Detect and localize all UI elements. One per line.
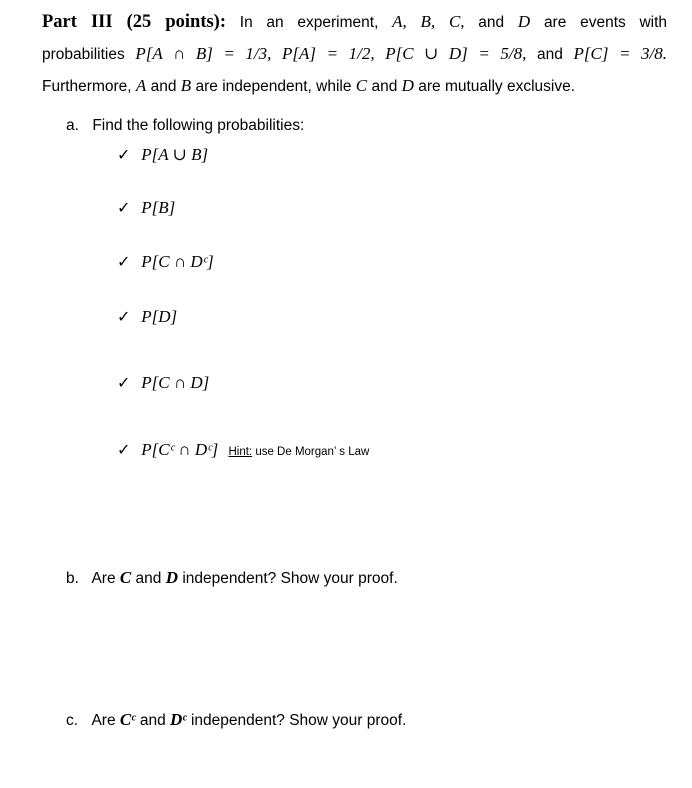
item-expression: P[D] xyxy=(141,307,178,326)
list-item xyxy=(117,307,177,327)
exclusive-text: are mutually exclusive. xyxy=(418,78,576,95)
check-icon: ✓ xyxy=(117,440,131,459)
intro-text: In an experiment, xyxy=(239,14,379,31)
check-icon: ✓ xyxy=(117,307,131,326)
item-expression: P[A ∪ B] xyxy=(141,145,209,164)
event-a: A, xyxy=(392,12,407,31)
event-c: C, xyxy=(448,12,465,31)
event-d: D xyxy=(517,12,531,31)
item-expression: P[C ∩ D] xyxy=(141,373,210,392)
part-b-post: independent? Show your proof. xyxy=(182,570,398,587)
intro-line-3 xyxy=(42,70,667,102)
check-icon: ✓ xyxy=(117,145,131,164)
prob-a: P[A] = 1/2, xyxy=(282,44,375,63)
hint-text: use De Morgan’ s Law xyxy=(255,446,370,458)
and-word: and xyxy=(478,14,505,31)
and-4: and xyxy=(371,78,398,95)
and-word-2: and xyxy=(536,46,563,63)
item-expression: P[Cᶜ ∩ Dᶜ] xyxy=(141,440,219,459)
part-c-question xyxy=(66,710,406,730)
part-c-var-d: Dᶜ xyxy=(170,710,187,729)
var-a: A xyxy=(135,76,147,95)
part-b-and: and xyxy=(135,570,162,587)
var-c: C xyxy=(355,76,368,95)
check-icon: ✓ xyxy=(117,373,131,392)
hint-label: Hint: xyxy=(228,446,253,458)
var-b: B xyxy=(180,76,192,95)
check-icon: ✓ xyxy=(117,198,131,217)
intro-line-1 xyxy=(42,6,667,38)
independent-text: are independent, while xyxy=(195,78,352,95)
part-b-label: b. xyxy=(66,570,79,587)
part-b-var-d: D xyxy=(165,568,179,587)
item-expression: P[B] xyxy=(141,198,176,217)
part-a-text: Find the following probabilities: xyxy=(92,117,305,134)
check-icon: ✓ xyxy=(117,252,131,271)
list-item xyxy=(117,145,208,165)
part-c-and: and xyxy=(139,712,166,729)
part-a-label: a. xyxy=(66,117,79,134)
intro-line-2 xyxy=(42,38,667,70)
prob-c: P[C] = 3/8. xyxy=(573,44,668,63)
part-c-pre: Are xyxy=(91,712,116,729)
list-item xyxy=(117,252,214,272)
prob-c-or-d: P[C ∪ D] = 5/8, xyxy=(385,44,527,63)
part-b-var-c: C xyxy=(119,568,132,587)
part-c-post: independent? Show your proof. xyxy=(190,712,407,729)
prob-a-and-b: P[A ∩ B] = 1/3, xyxy=(135,44,272,63)
part-c-label: c. xyxy=(66,712,79,729)
intro-tail: are events with xyxy=(543,14,668,31)
part-a-heading xyxy=(66,117,304,135)
part-b-pre: Are xyxy=(91,570,116,587)
hint-note xyxy=(228,446,369,458)
var-d: D xyxy=(401,76,414,95)
event-b: B, xyxy=(420,12,436,31)
and-3: and xyxy=(150,78,177,95)
problem-intro xyxy=(42,6,667,102)
probabilities-word: probabilities xyxy=(42,46,125,63)
furthermore: Furthermore, xyxy=(42,78,132,95)
list-item xyxy=(117,440,369,460)
part-c-var-c: Cᶜ xyxy=(119,710,136,729)
item-expression: P[C ∩ Dᶜ] xyxy=(141,252,214,271)
part-title: Part III (25 points): xyxy=(42,12,227,32)
list-item xyxy=(117,198,175,218)
list-item xyxy=(117,373,209,393)
part-b-question xyxy=(66,568,398,588)
